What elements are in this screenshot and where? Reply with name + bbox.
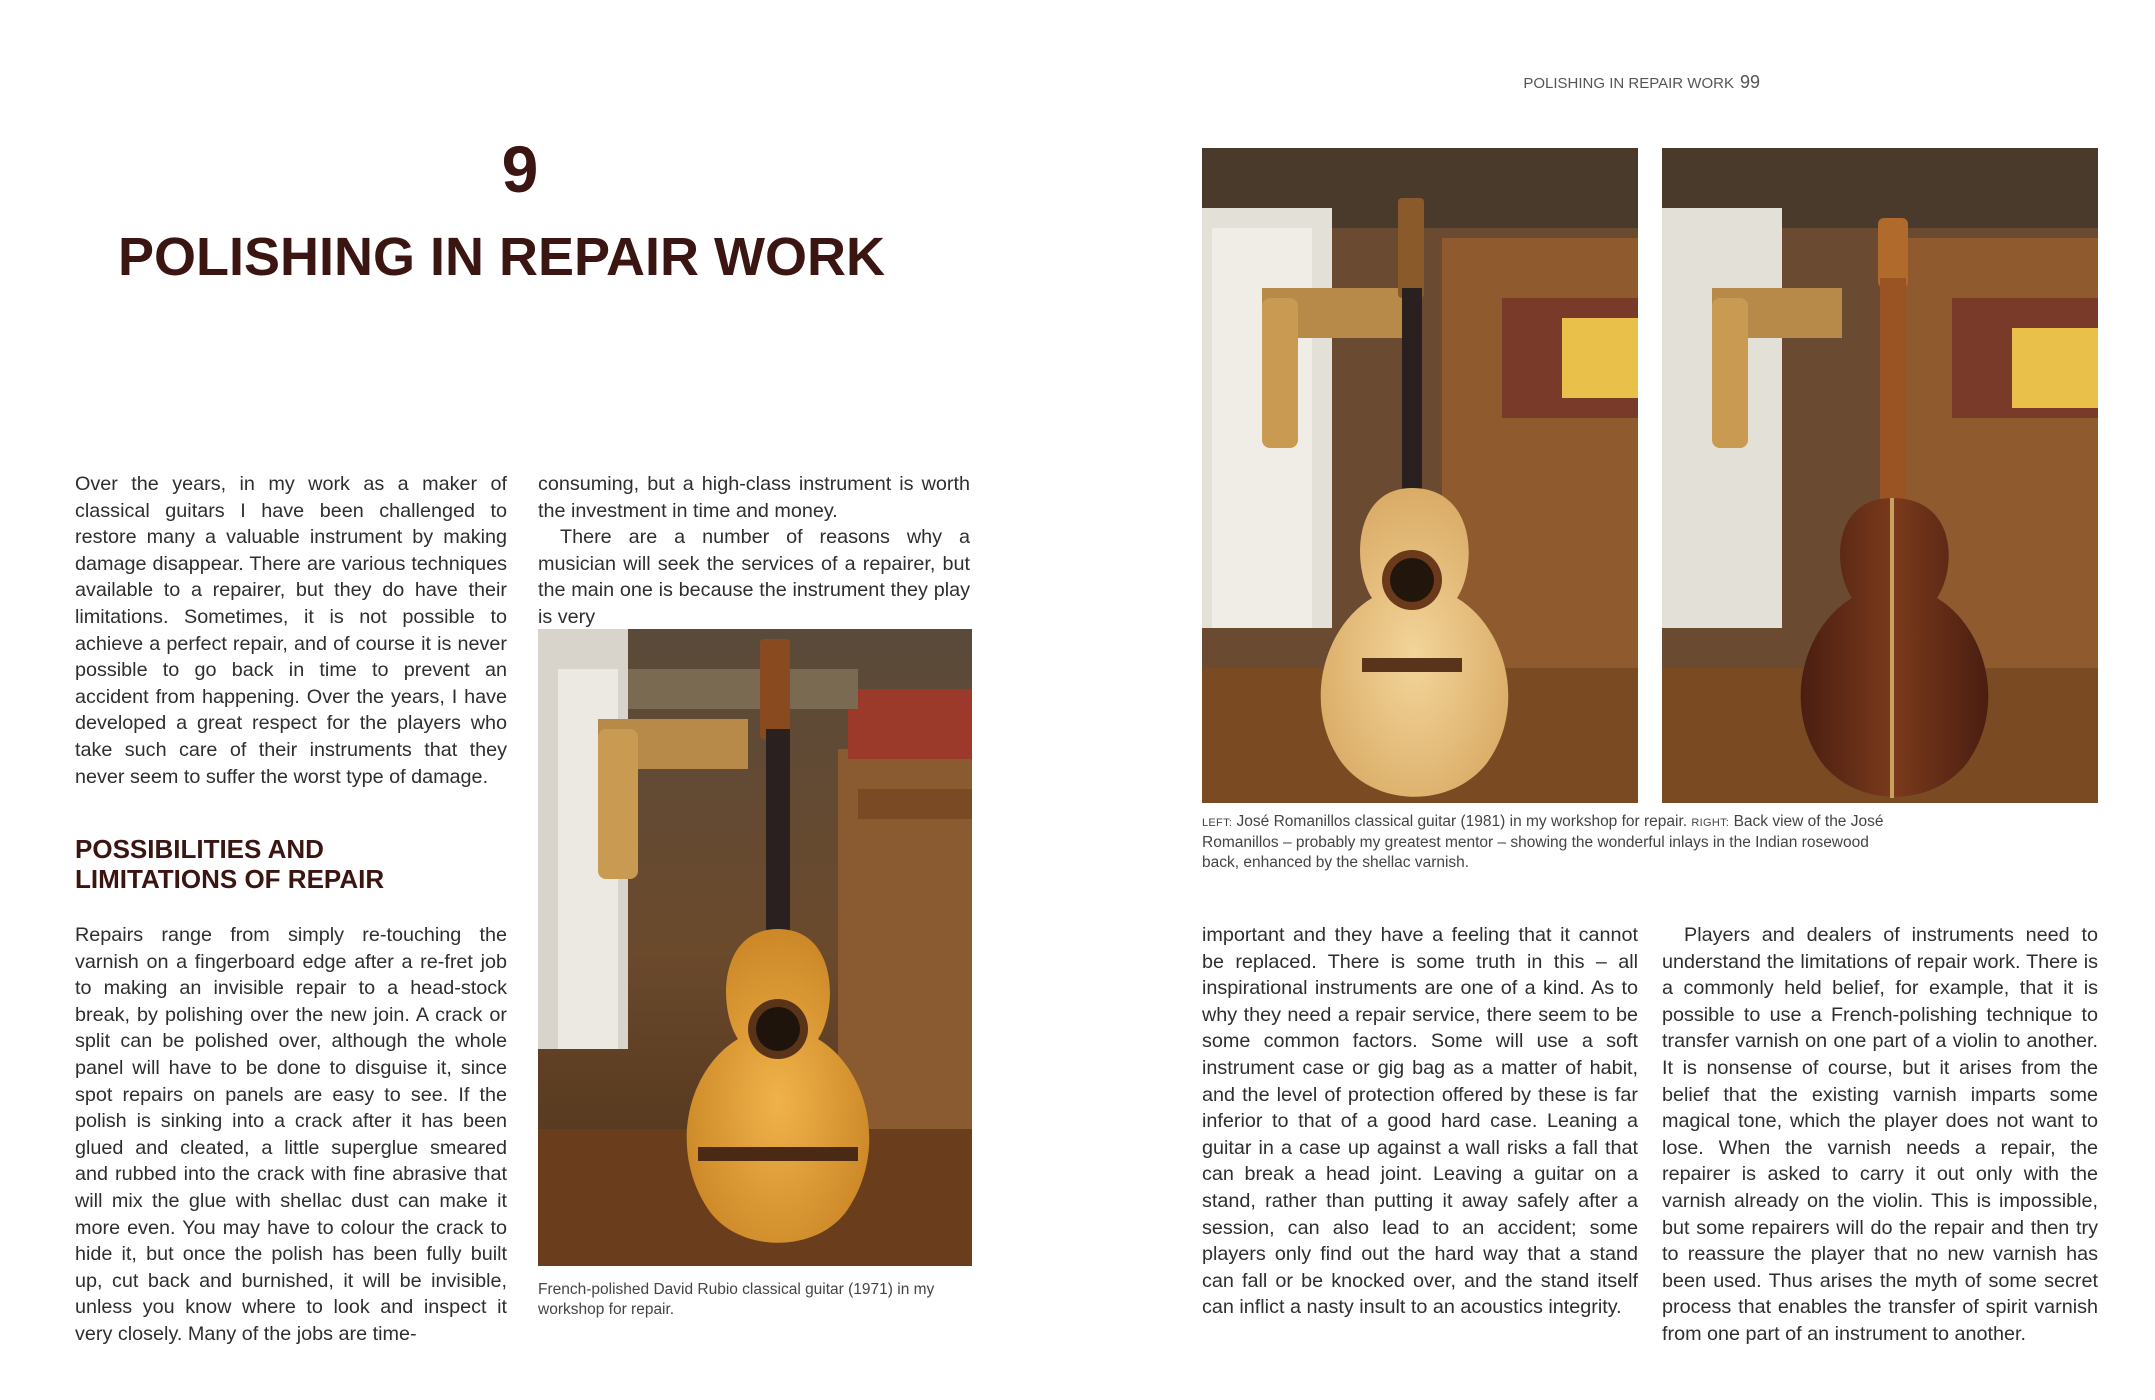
caption-left-text: José Romanillos classical guitar (1981) in my workshop for repair. <box>1232 813 1692 830</box>
left-column-2-text <box>538 471 970 631</box>
running-head-section: POLISHING IN REPAIR WORK <box>1523 75 1734 92</box>
romanillos-front-photo <box>1202 148 1638 803</box>
players-dealers-paragraph: Players and dealers of instruments need to understand the limitations of repair work. There is a commonly held belief, for example, that it is possible to use a French-polishing technique to transfer varnish on one part of a violin to another. It is nonsense of course, but it arises from the belief that the existing varnish imparts some magical tone, which the player does not want to lose. When the varnish needs a repair, the repairer is asked to carry it out only with the varnish already on the violin. This is impossible, but some repairers will do the repair and then try to reassure the player that no new varnish has been used. Thus arises the myth of some secret process that enables the transfer of spirit varnish from one part of an instrument to another. <box>1662 924 2098 1345</box>
consuming-paragraph: consuming, but a high-class instrument is worth the investment in time and money. <box>538 473 970 522</box>
intro-paragraph: Over the years, in my work as a maker of classical guitars I have been challenged to restore many a valuable instrument by making damage disappear. There are various techniques available to a repairer, but they do have their limitations. Sometimes, it is not possible to achieve a perfect repair, and of course it is never possible to go back in time to prevent an accident from happening. Over the years, I have developed a great respect for the players who take such care of their instruments that they never seem to suffer the worst type of damage. <box>75 473 507 788</box>
romanillos-back-photo <box>1662 148 2098 803</box>
left-column-1-intro <box>75 471 507 790</box>
caption-right-tag: RIGHT: <box>1691 817 1730 829</box>
rubio-guitar-photo <box>538 629 972 1266</box>
page-number: 99 <box>1739 72 1760 92</box>
chapter-title: POLISHING IN REPAIR WORK <box>118 227 886 287</box>
chapter-number: 9 <box>501 132 539 206</box>
caption-left-tag: LEFT: <box>1202 817 1233 829</box>
left-column-1-body <box>75 922 507 1348</box>
subhead-line-1: POSSIBILITIES AND <box>75 834 324 864</box>
important-paragraph: important and they have a feeling that it cannot be replaced. There is some truth in this – all inspirational instruments are one of a kind. As to why they need a repair service, there seem to be some common factors. Some will use a soft instrument case or gig bag as a matter of habit, and the level of protection offered by these is far inferior to that of a good hard case. Leaning a guitar in a case up against a wall risks a fall that can break a head joint. Leaving a guitar on a stand, rather than putting it away safely after a session, can also lead to an accident; some players only find out the hard way that a stand can fall or be knocked over, and the stand itself can inflict a nasty insult to an acoustics integrity. <box>1202 924 1638 1319</box>
right-column-1-text <box>1202 922 1638 1321</box>
rubio-photo-caption: French-polished David Rubio classical guitar (1971) in my workshop for repair. <box>538 1281 935 1318</box>
caption-right-text: Back view of the José Romanillos – probably my greatest mentor – showing the wonderful inlays in the Indian rosewood back, enhanced by the shellac varnish. <box>1202 813 1884 871</box>
subhead-line-2: LIMITATIONS OF REPAIR <box>75 864 385 894</box>
running-head <box>1420 72 1760 93</box>
repairs-paragraph: Repairs range from simply re-touching the varnish on a fingerboard edge after a re-fret job to making an invisible repair to a head-stock break, by polishing over the new join. A crack or split can be polished over, although the whole panel will have to be done to disguise it, since spot repairs on panels are easy to see. If the polish is sinking into a crack after it has been glued and cleated, a little superglue smeared and rubbed into the crack with fine abrasive that will mix the glue with shellac dust can make it more even. You may have to colour the crack to hide it, but once the polish has been fully built up, cut back and burnished, it will be invisible, unless you know where to look and inspect it very closely. Many of the jobs are time- <box>75 924 507 1345</box>
section-subhead <box>75 834 515 894</box>
romanillos-photos-caption <box>1202 812 1902 873</box>
right-column-2-text <box>1662 922 2098 1348</box>
reasons-paragraph: There are a number of reasons why a musician will seek the services of a repairer, but the main one is because the instrument they play is very <box>538 526 970 628</box>
